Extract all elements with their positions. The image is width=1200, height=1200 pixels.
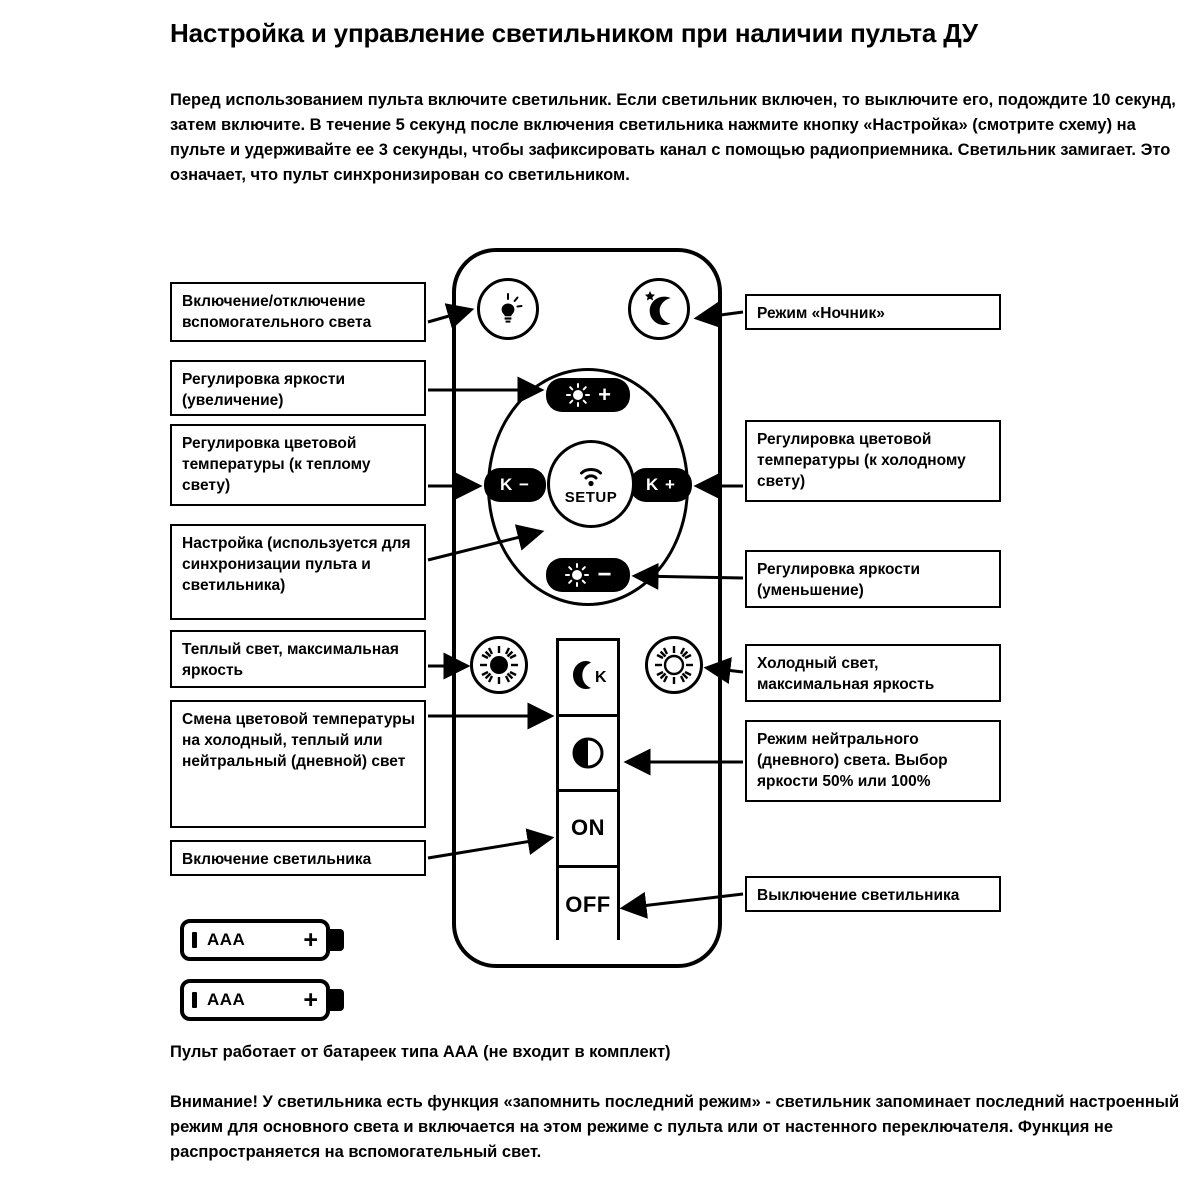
callout-aux-light-toggle bbox=[170, 282, 426, 342]
callout-text: Выключение светильника bbox=[757, 887, 960, 904]
callout-text: Регулировка цветовой температуры (к теплому свету) bbox=[182, 435, 371, 494]
battery-cap-1 bbox=[330, 929, 344, 951]
callout-text: Включение светильника bbox=[182, 851, 372, 868]
callout-lamp-off bbox=[745, 876, 1001, 912]
callout-text: Режим «Ночник» bbox=[757, 305, 885, 322]
callout-night-mode bbox=[745, 294, 1001, 330]
callout-text: Регулировка яркости (увеличение) bbox=[182, 371, 346, 409]
setup-button[interactable] bbox=[547, 440, 635, 528]
svg-text:K: K bbox=[595, 669, 607, 687]
callout-text: Холодный свет, максимальная яркость bbox=[757, 655, 935, 693]
battery-minus-terminal bbox=[192, 932, 197, 948]
neutral-mode-button[interactable] bbox=[559, 717, 617, 793]
page-title: Настройка и управление светильником при наличии пульта ДУ bbox=[170, 18, 978, 48]
lamp-on-label: ON bbox=[571, 815, 605, 841]
callout-text: Теплый свет, максимальная яркость bbox=[182, 641, 399, 679]
callout-color-temp-warm bbox=[170, 424, 426, 506]
callout-lamp-on bbox=[170, 840, 426, 876]
lamp-off-label: OFF bbox=[565, 892, 611, 918]
callout-text: Настройка (используется для синхронизации пульта и светильника) bbox=[182, 535, 411, 594]
moon-star-icon bbox=[637, 287, 681, 331]
sun-plus-icon bbox=[565, 382, 595, 408]
lamp-off-button[interactable] bbox=[559, 868, 617, 944]
attention-paragraph: Внимание! У светильника есть функция «запомнить последний режим» - светильник запоминает последний настроенный режим для основного света и включается на этом режиме с пульта или от настенного переключателя. Функция не распространяется на вспомогательный свет. bbox=[170, 1093, 1180, 1161]
cold-sun-icon bbox=[650, 641, 698, 689]
battery-plus-sign: + bbox=[303, 985, 318, 1014]
wifi-icon bbox=[570, 462, 612, 488]
battery-label: AAA bbox=[207, 990, 246, 1009]
battery-minus-terminal bbox=[192, 992, 197, 1008]
setup-label: SETUP bbox=[564, 489, 618, 506]
brightness-up-sign: + bbox=[598, 382, 611, 407]
intro-paragraph: Перед использованием пульта включите светильник. Если светильник включен, то выключите его, подождите 10 секунд, затем включите. В течение 5 секунд после включения светильника нажмите кнопку «Настройка» (смотрите схему) на пульте и удерживайте ее 3 секунды, чтобы зафиксировать канал с помощью радиоприемника. Светильник замигает. Это означает, что пульт синхронизирован со светильником. bbox=[170, 91, 1176, 184]
battery-aaa-2 bbox=[180, 979, 330, 1021]
lamp-on-button[interactable] bbox=[559, 792, 617, 868]
aux-light-button[interactable] bbox=[477, 278, 539, 340]
kelvin-down-label: K − bbox=[500, 475, 530, 494]
sun-minus-icon bbox=[564, 562, 594, 588]
kelvin-down-button[interactable] bbox=[484, 468, 546, 502]
callout-color-temp-change bbox=[170, 700, 426, 828]
callout-cold-max bbox=[745, 644, 1001, 702]
callout-warm-max bbox=[170, 630, 426, 688]
callout-text: Регулировка яркости (уменьшение) bbox=[757, 561, 921, 599]
callout-text: Смена цветовой температуры на холодный, теплый или нейтральный (дневной) свет bbox=[182, 711, 415, 770]
callout-text: Включение/отключение вспомогательного света bbox=[182, 293, 372, 331]
brightness-down-button[interactable] bbox=[546, 558, 630, 592]
battery-aaa-1 bbox=[180, 919, 330, 961]
moon-k-icon bbox=[566, 657, 610, 697]
battery-cap-2 bbox=[330, 989, 344, 1011]
night-mode-button[interactable] bbox=[628, 278, 690, 340]
battery-note: Пульт работает от батареек типа ААА (не входит в комплект) bbox=[170, 1043, 671, 1061]
warm-max-button[interactable] bbox=[470, 636, 528, 694]
callout-setup-sync bbox=[170, 524, 426, 620]
brightness-up-button[interactable] bbox=[546, 378, 630, 412]
function-button-column bbox=[556, 638, 620, 940]
battery-label: AAA bbox=[207, 930, 246, 949]
callout-text: Режим нейтрального (дневного) света. Выбор яркости 50% или 100% bbox=[757, 731, 948, 790]
color-temp-change-button[interactable] bbox=[559, 641, 617, 717]
callout-brightness-up bbox=[170, 360, 426, 416]
kelvin-up-button[interactable] bbox=[630, 468, 692, 502]
cold-max-button[interactable] bbox=[645, 636, 703, 694]
bulb-icon bbox=[488, 289, 528, 329]
half-circle-icon bbox=[569, 734, 607, 772]
callout-color-temp-cold bbox=[745, 420, 1001, 502]
callout-text: Регулировка цветовой температуры (к холодному свету) bbox=[757, 431, 966, 490]
warm-sun-icon bbox=[475, 641, 523, 689]
brightness-down-sign: − bbox=[597, 561, 612, 588]
kelvin-up-label: K + bbox=[646, 475, 676, 494]
callout-brightness-down bbox=[745, 550, 1001, 608]
battery-plus-sign: + bbox=[303, 925, 318, 954]
callout-neutral-mode bbox=[745, 720, 1001, 802]
